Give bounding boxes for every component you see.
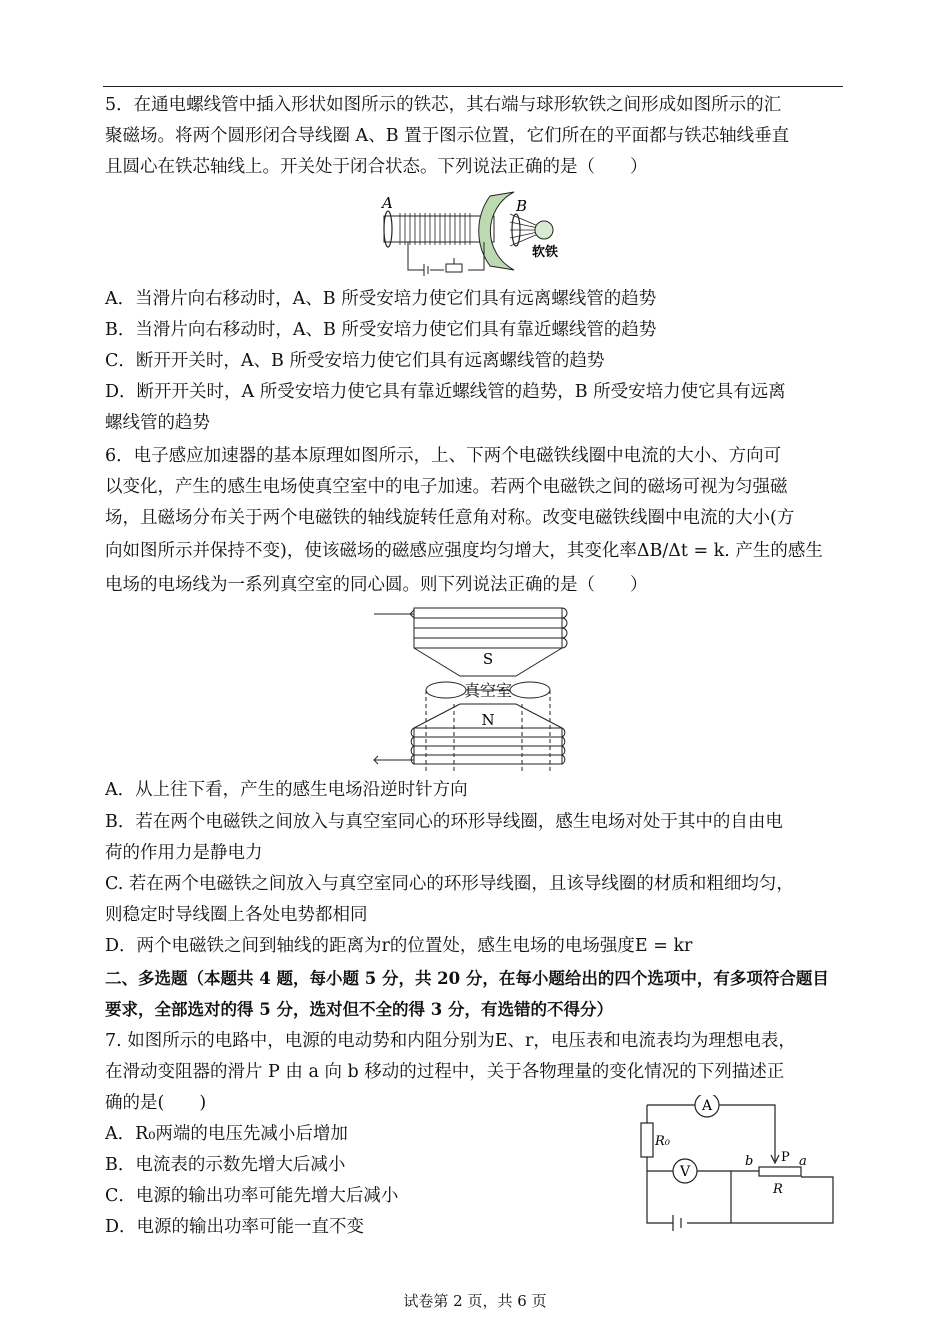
q5-label-a: A — [382, 194, 393, 212]
q6-stem-line-2: 以变化，产生的感生电场使真空室中的电子加速。若两个电磁铁之间的磁场可视为匀强磁 — [105, 477, 788, 497]
q5-stem-line-3: 且圆心在铁芯轴线上。开关处于闭合状态。下列说法正确的是（ ） — [105, 157, 648, 177]
q5-option-d: D．断开开关时，A 所受安培力使它具有靠近螺线管的趋势，B 所受安培力使它具有远离 — [105, 382, 786, 402]
q6-option-a: A．从上往下看，产生的感生电场沿逆时针方向 — [105, 780, 468, 800]
q7-option-a: A．R₀两端的电压先减小后增加 — [105, 1124, 348, 1144]
q6-option-d: D．两个电磁铁之间到轴线的距离为r的位置处，感生电场的电场强度E = kr — [105, 936, 693, 956]
q6-label-chamber: 真空室 — [463, 681, 513, 700]
q5-label-b: B — [516, 197, 528, 215]
q6-stem-line-3: 场，且磁场分布关于两个电磁铁的轴线旋转任意角对称。改变电磁铁线圈中电流的大小(方 — [105, 508, 795, 528]
q6-option-b-cont: 荷的作用力是静电力 — [105, 843, 263, 863]
q5-option-d-cont: 螺线管的趋势 — [105, 413, 210, 433]
q7-stem-line-1: 7. 如图所示的电路中，电源的电动势和内阻分别为E、r，电压表和电流表均为理想电表， — [105, 1031, 796, 1051]
header-rule — [103, 86, 843, 87]
q6-stem-line-1: 6．电子感应加速器的基本原理如图所示，上、下两个电磁铁线圈中电流的大小、方向可 — [105, 446, 782, 466]
q7-stem-line-3: 确的是( ) — [105, 1093, 207, 1113]
section2-heading-line-2: 要求，全部选对的得 5 分，选对但不全的得 3 分，有选错的不得分） — [105, 1000, 613, 1019]
q6-stem-line-4: 向如图所示并保持不变)，使该磁场的磁感应强度均匀增大，其变化率ΔB/Δt = k. 产生的感生 — [105, 541, 823, 561]
q6-option-c: C. 若在两个电磁铁之间放入与真空室同心的环形导线圈，且该导线圈的材质和粗细均匀， — [105, 874, 794, 894]
q5-option-b: B．当滑片向右移动时，A、B 所受安培力使它们具有靠近螺线管的趋势 — [105, 320, 657, 340]
q7-r0-label: R₀ — [655, 1134, 670, 1149]
q5-solenoid-figure — [372, 186, 572, 286]
q5-label-soft-iron: 软铁 — [532, 245, 559, 260]
q6-label-n: N — [481, 711, 495, 729]
q7-end-b-label: b — [745, 1154, 754, 1169]
q7-option-d: D．电源的输出功率可能一直不变 — [105, 1217, 365, 1237]
q7-option-b: B．电流表的示数先增大后减小 — [105, 1155, 346, 1175]
q6-label-s: S — [482, 650, 494, 668]
q7-rheostat-label: R — [773, 1182, 783, 1197]
q7-option-c: C．电源的输出功率可能先增大后减小 — [105, 1186, 399, 1206]
q7-slider-label: P — [781, 1150, 790, 1165]
q5-option-a: A．当滑片向右移动时，A、B 所受安培力使它们具有远离螺线管的趋势 — [105, 289, 657, 309]
q7-ammeter-label: A — [701, 1098, 713, 1114]
q6-accelerator-figure — [370, 600, 580, 772]
q6-stem-line-5: 电场的电场线为一系列真空室的同心圆。则下列说法正确的是（ ） — [105, 575, 648, 595]
page-footer: 试卷第 2 页，共 6 页 — [403, 1292, 547, 1310]
q5-stem-line-1: 5．在通电螺线管中插入形状如图所示的铁芯，其右端与球形软铁之间形成如图所示的汇 — [105, 95, 782, 115]
q7-circuit-figure — [635, 1095, 845, 1235]
section2-heading-line-1: 二、多选题（本题共 4 题，每小题 5 分，共 20 分，在每小题给出的四个选项中，有多项符合题目 — [105, 969, 829, 988]
q5-option-c: C．断开开关时，A、B 所受安培力使它们具有远离螺线管的趋势 — [105, 351, 605, 371]
q5-stem-line-2: 聚磁场。将两个圆形闭合导线圈 A、B 置于图示位置，它们所在的平面都与铁芯轴线垂直 — [105, 126, 790, 146]
q7-voltmeter-label: V — [679, 1164, 691, 1180]
q7-stem-line-2: 在滑动变阻器的滑片 P 由 a 向 b 移动的过程中，关于各物理量的变化情况的下列描述正 — [105, 1062, 785, 1082]
q6-option-c-cont: 则稳定时导线圈上各处电势都相同 — [105, 905, 368, 925]
q7-end-a-label: a — [799, 1154, 807, 1169]
q6-option-b: B．若在两个电磁铁之间放入与真空室同心的环形导线圈，感生电场对处于其中的自由电 — [105, 812, 783, 832]
